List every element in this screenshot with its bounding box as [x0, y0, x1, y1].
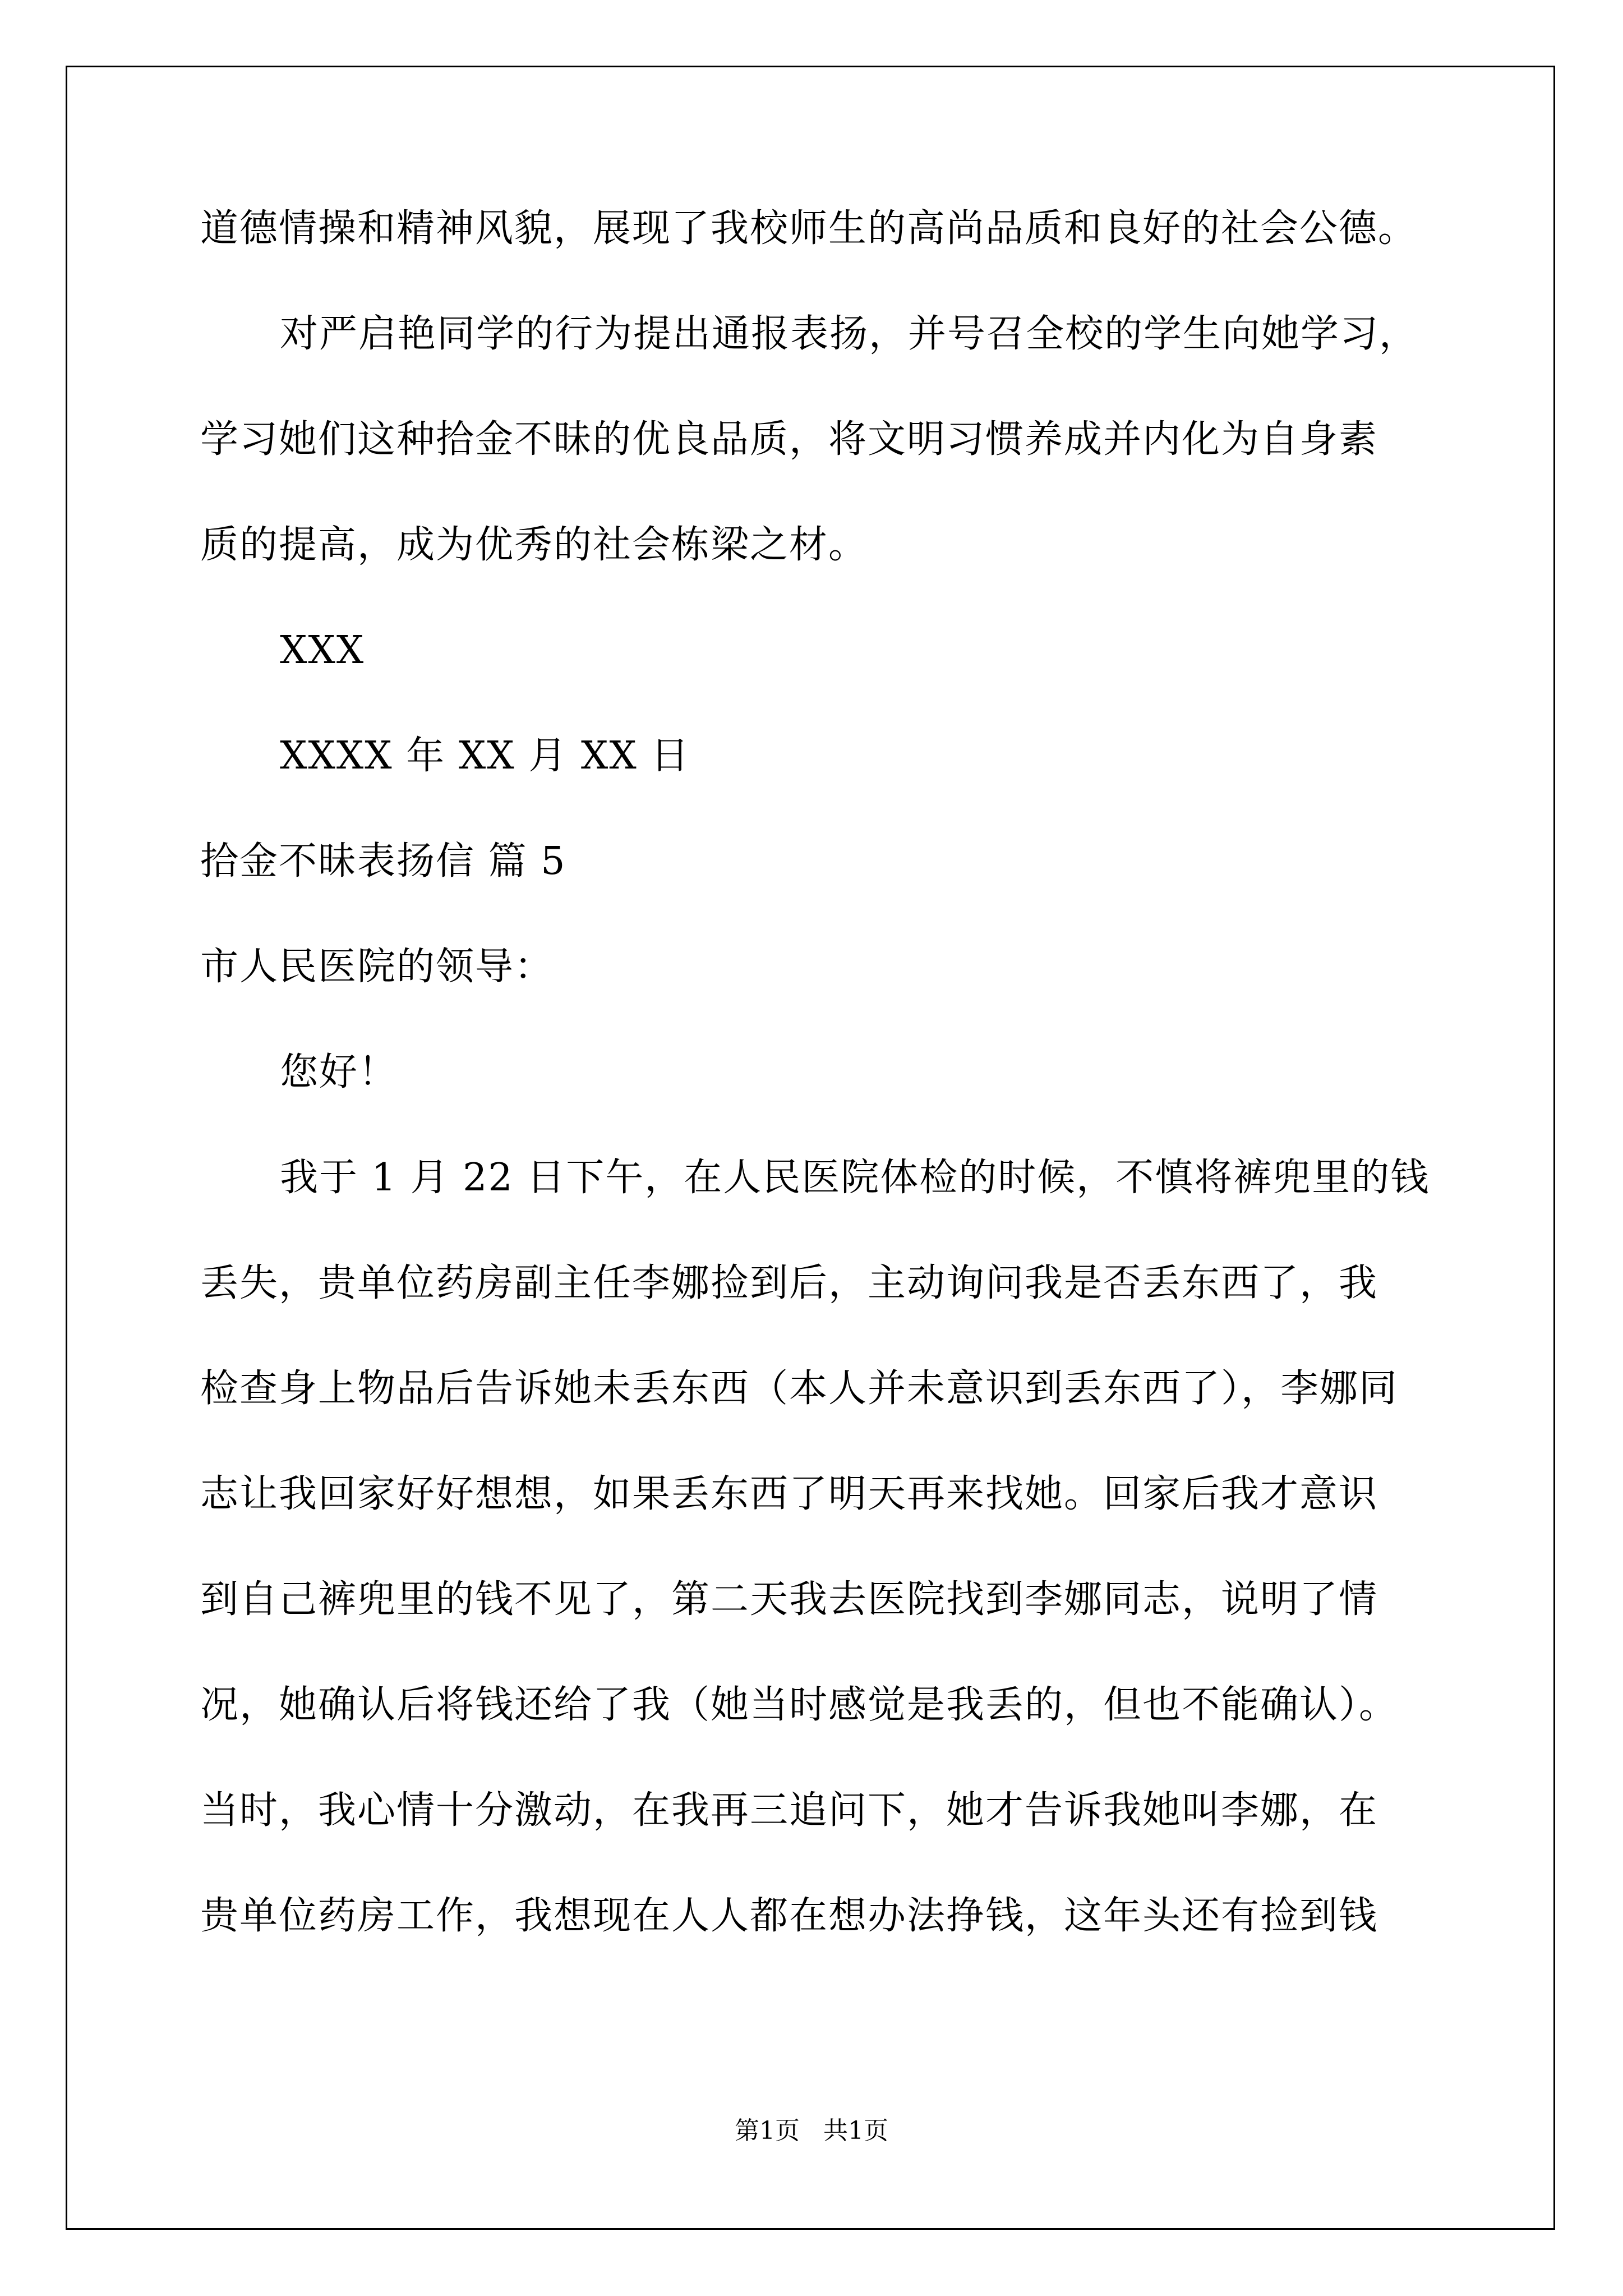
text-line-12: 检查身上物品后告诉她未丢东西（本人并未意识到丢东西了），李娜同 [200, 1366, 1399, 1411]
text-line-13: 志让我回家好好想想，如果丢东西了明天再来找她。回家后我才意识 [200, 1472, 1378, 1516]
document-body [200, 206, 1434, 2003]
page-footer: 第1页 共1页 [735, 2116, 888, 2145]
text-line-2: 对严启艳同学的行为提出通报表扬，并号召全校的学生向她学习， [280, 312, 1419, 356]
greeting: 您好！ [280, 1050, 398, 1094]
text-line-17: 贵单位药房工作，我想现在人人都在想办法挣钱，这年头还有捡到钱 [200, 1894, 1378, 1938]
signature-date: XXXX 年 XX 月 XX 日 [280, 734, 690, 778]
text-line-14: 到自己裤兜里的钱不见了，第二天我去医院找到李娜同志，说明了情 [200, 1577, 1378, 1622]
text-line-10: 我于 1 月 22 日下午，在人民医院体检的时候，不慎将裤兜里的钱 [280, 1156, 1430, 1200]
text-line-11: 丢失，贵单位药房副主任李娜捡到后，主动询问我是否丢东西了，我 [200, 1261, 1378, 1305]
text-line-15: 况，她确认后将钱还给了我（她当时感觉是我丢的，但也不能确认）。 [200, 1683, 1399, 1727]
text-line-4: 质的提高，成为优秀的社会栋梁之材。 [200, 523, 868, 567]
salutation: 市人民医院的领导： [200, 945, 554, 989]
text-line-16: 当时，我心情十分激动，在我再三追问下，她才告诉我她叫李娜，在 [200, 1788, 1378, 1833]
signature-name: XXX [280, 628, 365, 673]
text-line-3: 学习她们这种拾金不昧的优良品质，将文明习惯养成并内化为自身素 [200, 417, 1378, 462]
text-line-1: 道德情操和精神风貌，展现了我校师生的高尚品质和良好的社会公德。 [200, 206, 1418, 251]
section-heading: 拾金不昧表扬信 篇 5 [200, 839, 566, 884]
